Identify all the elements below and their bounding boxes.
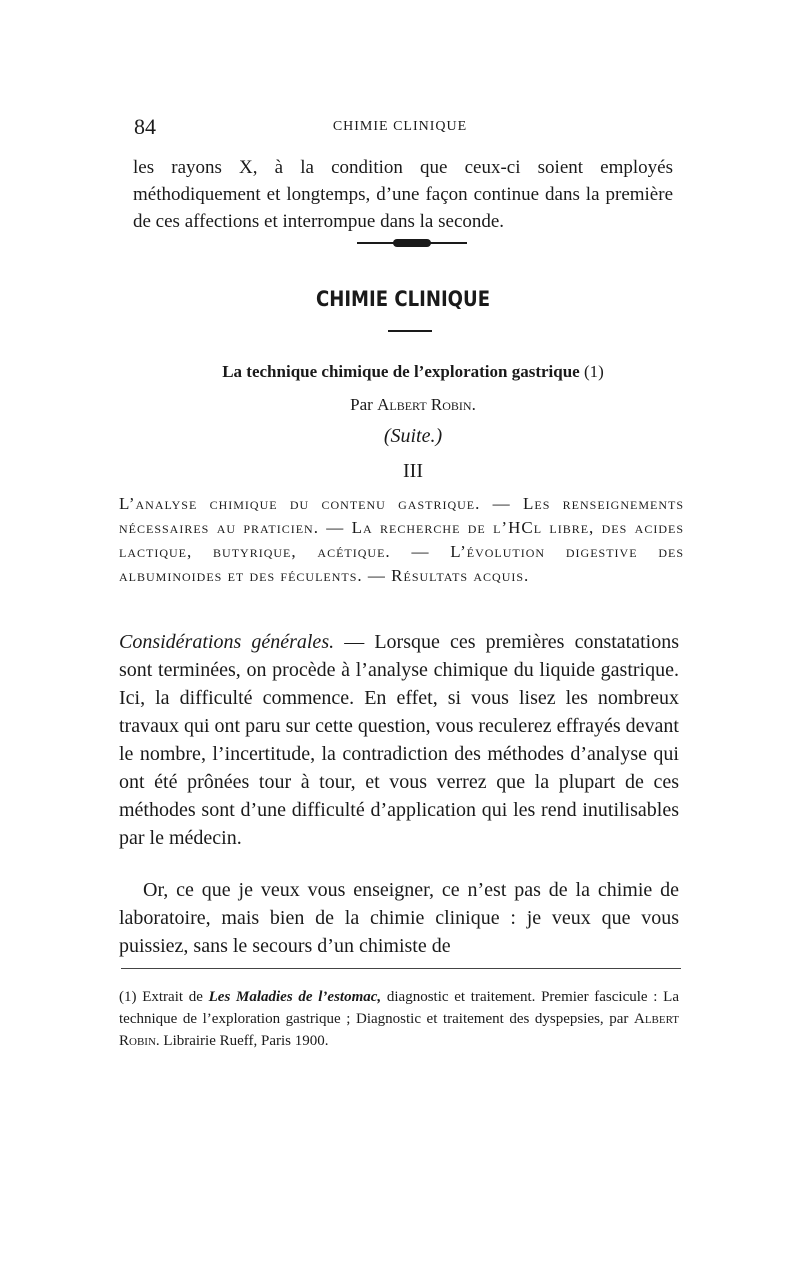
article-title [133,362,693,382]
running-title: CHIMIE CLINIQUE [332,119,468,134]
running-head [120,114,680,144]
footnote-book-title: Les Maladies de l’estomac, [208,989,382,1005]
footnote-reference: (1) [583,362,604,381]
footnote-author: Albert Robin. [119,1011,679,1049]
footnote-rule [121,968,681,969]
footnote-part-3: Librairie Rueff, Paris 1900. [159,1033,329,1049]
article-title-text: La technique chimique de l’exploration gastrique [222,362,580,381]
paragraph-1-text: — Lorsque ces premières constatations sont terminées, on procède à l’analyse chimique du liquide gastrique. Ici, la difficulté commence. En effet, si vous lisez les nombreux travaux qui ont paru sur cette question, vous reculerez effrayés devant le nombre, l’incertitude, la contradiction des méthodes d’analyse qui ont été prônées tour à tour, et vous verrez que la plupart de ces méthodes sont d’une difficulté d’application qui les rend inutilisables par le médecin. [119,631,679,849]
section-title: CHIMIE CLINIQUE [315,287,491,311]
author-prefix: Par [350,395,373,414]
chapter-number: III [403,460,423,482]
footnote-part-1: (1) Extrait de [119,989,209,1005]
author-line [133,395,693,415]
footnote-part-2: diagnostic et traitement. Premier fascicule : La technique de l’exploration gastrique ; Diagnostic et traitement des dyspepsies, par [119,989,679,1027]
suite-label: (Suite.) [383,425,443,447]
footnote [119,986,679,1052]
body-paragraph-1 [119,628,679,852]
chapter-summary [119,492,684,588]
ornament-divider [357,239,467,247]
intro-paragraph: les rayons X, à la condition que ceux-ci soient employés méthodiquement et longtemps, d’une façon continue dans la première de ces affections et interrompue dans la seconde. [133,157,673,232]
paragraph-lead: Considérations générales. [119,631,335,653]
body-paragraph-2: Or, ce que je veux vous enseigner, ce n’est pas de la chimie de laboratoire, mais bien de la chimie clinique : je veux que vous puissiez, sans le secours d’un chimiste de [119,879,679,957]
chapter-summary-text: L’analyse chimique du contenu gastrique. — Les renseignements nécessaires au praticien. — La recherche de l’HCl libre, des acides lactique, butyrique, acétique. — L’évolution digestive des albuminoides et des féculents. — Résultats acquis. [119,494,684,585]
page-number: 84 [134,114,156,139]
author-name: Albert Robin. [377,395,476,414]
title-rule [388,330,432,332]
